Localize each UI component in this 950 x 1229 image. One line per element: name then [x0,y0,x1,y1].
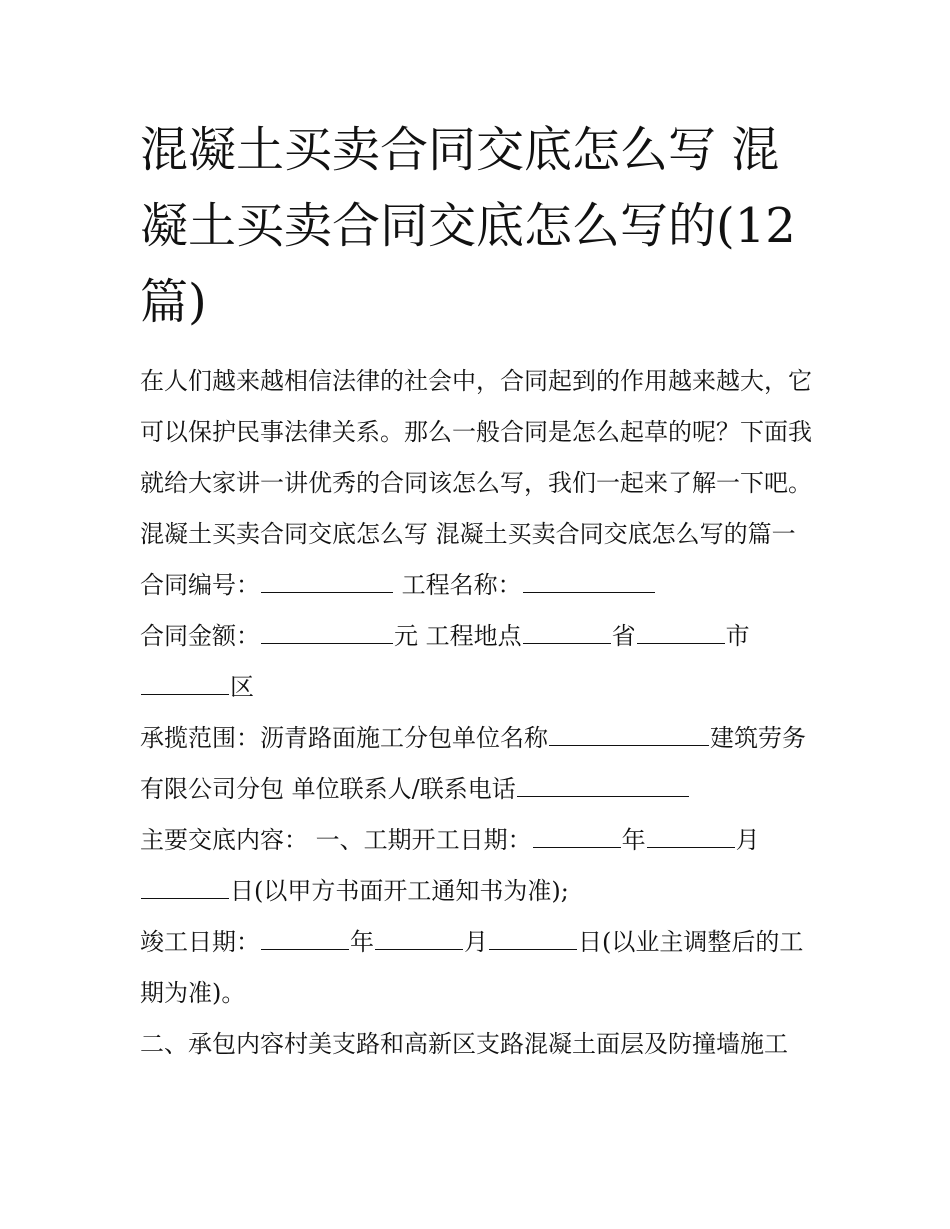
contact-blank [517,774,689,797]
city-blank [637,621,725,644]
completion-day-label: 日 [578,928,602,956]
district-blank [141,672,229,695]
completion-year-blank [261,927,349,950]
province-blank [523,621,611,644]
intro-paragraph: 在人们越来越相信法律的社会中，合同起到的作用越来越大，它可以保护民事法律关系。那么一般合同是怎么起草的呢？下面我就给大家讲一讲优秀的合同该怎么写，我们一起来了解一下吧。 [140,367,812,497]
project-name-label: 工程名称： [401,571,522,599]
start-month-blank [647,825,735,848]
project-name-blank [523,570,655,593]
section-heading-text: 混凝土买卖合同交底怎么写 混凝土买卖合同交底怎么写的篇一 [140,520,796,548]
location-label: 工程地点 [425,622,522,650]
district-label: 区 [230,673,254,701]
document-title: 混凝土买卖合同交底怎么写 混凝土买卖合同交底怎么写的(12篇) [140,122,796,330]
contract-no-blank [261,570,393,593]
start-note: (以甲方书面开工通知书为准); [254,877,569,905]
scope-label: 承揽范围：沥青路面施工分包单位名称 [140,724,548,752]
province-label: 省 [611,622,636,650]
completion-date-line [140,917,815,1019]
scope-line [140,713,815,815]
item-two-paragraph: 二、承包内容村美支路和高新区支路混凝土面层及防撞墙施工 [140,1030,788,1058]
start-year-label: 年 [621,826,646,854]
amount-label: 合同金额： [140,622,260,650]
main-content-label: 主要交底内容： [140,826,308,854]
amount-blank [261,621,393,644]
completion-month-label: 月 [464,928,488,956]
amount-line [140,611,815,713]
item-one-label: 一、工期开工日期： [315,826,532,854]
city-label: 市 [725,622,750,650]
contract-no-label: 合同编号： [140,571,260,599]
completion-day-blank [489,927,577,950]
document-body [140,356,815,1070]
company-label: 建筑劳务有限公司分包 单位联系人/联系电话 [140,724,806,803]
subcontractor-blank [549,723,709,746]
start-year-blank [533,825,621,848]
start-day-label: 日 [230,877,254,905]
completion-month-blank [375,927,463,950]
section-heading [140,509,815,611]
completion-year-label: 年 [350,928,374,956]
start-date-line [140,815,815,917]
completion-note: (以业主调整后的工期为准)。 [140,928,804,1007]
amount-unit: 元 [394,622,418,650]
completion-label: 竣工日期： [140,928,260,956]
start-day-blank [141,876,229,899]
start-month-label: 月 [735,826,760,854]
